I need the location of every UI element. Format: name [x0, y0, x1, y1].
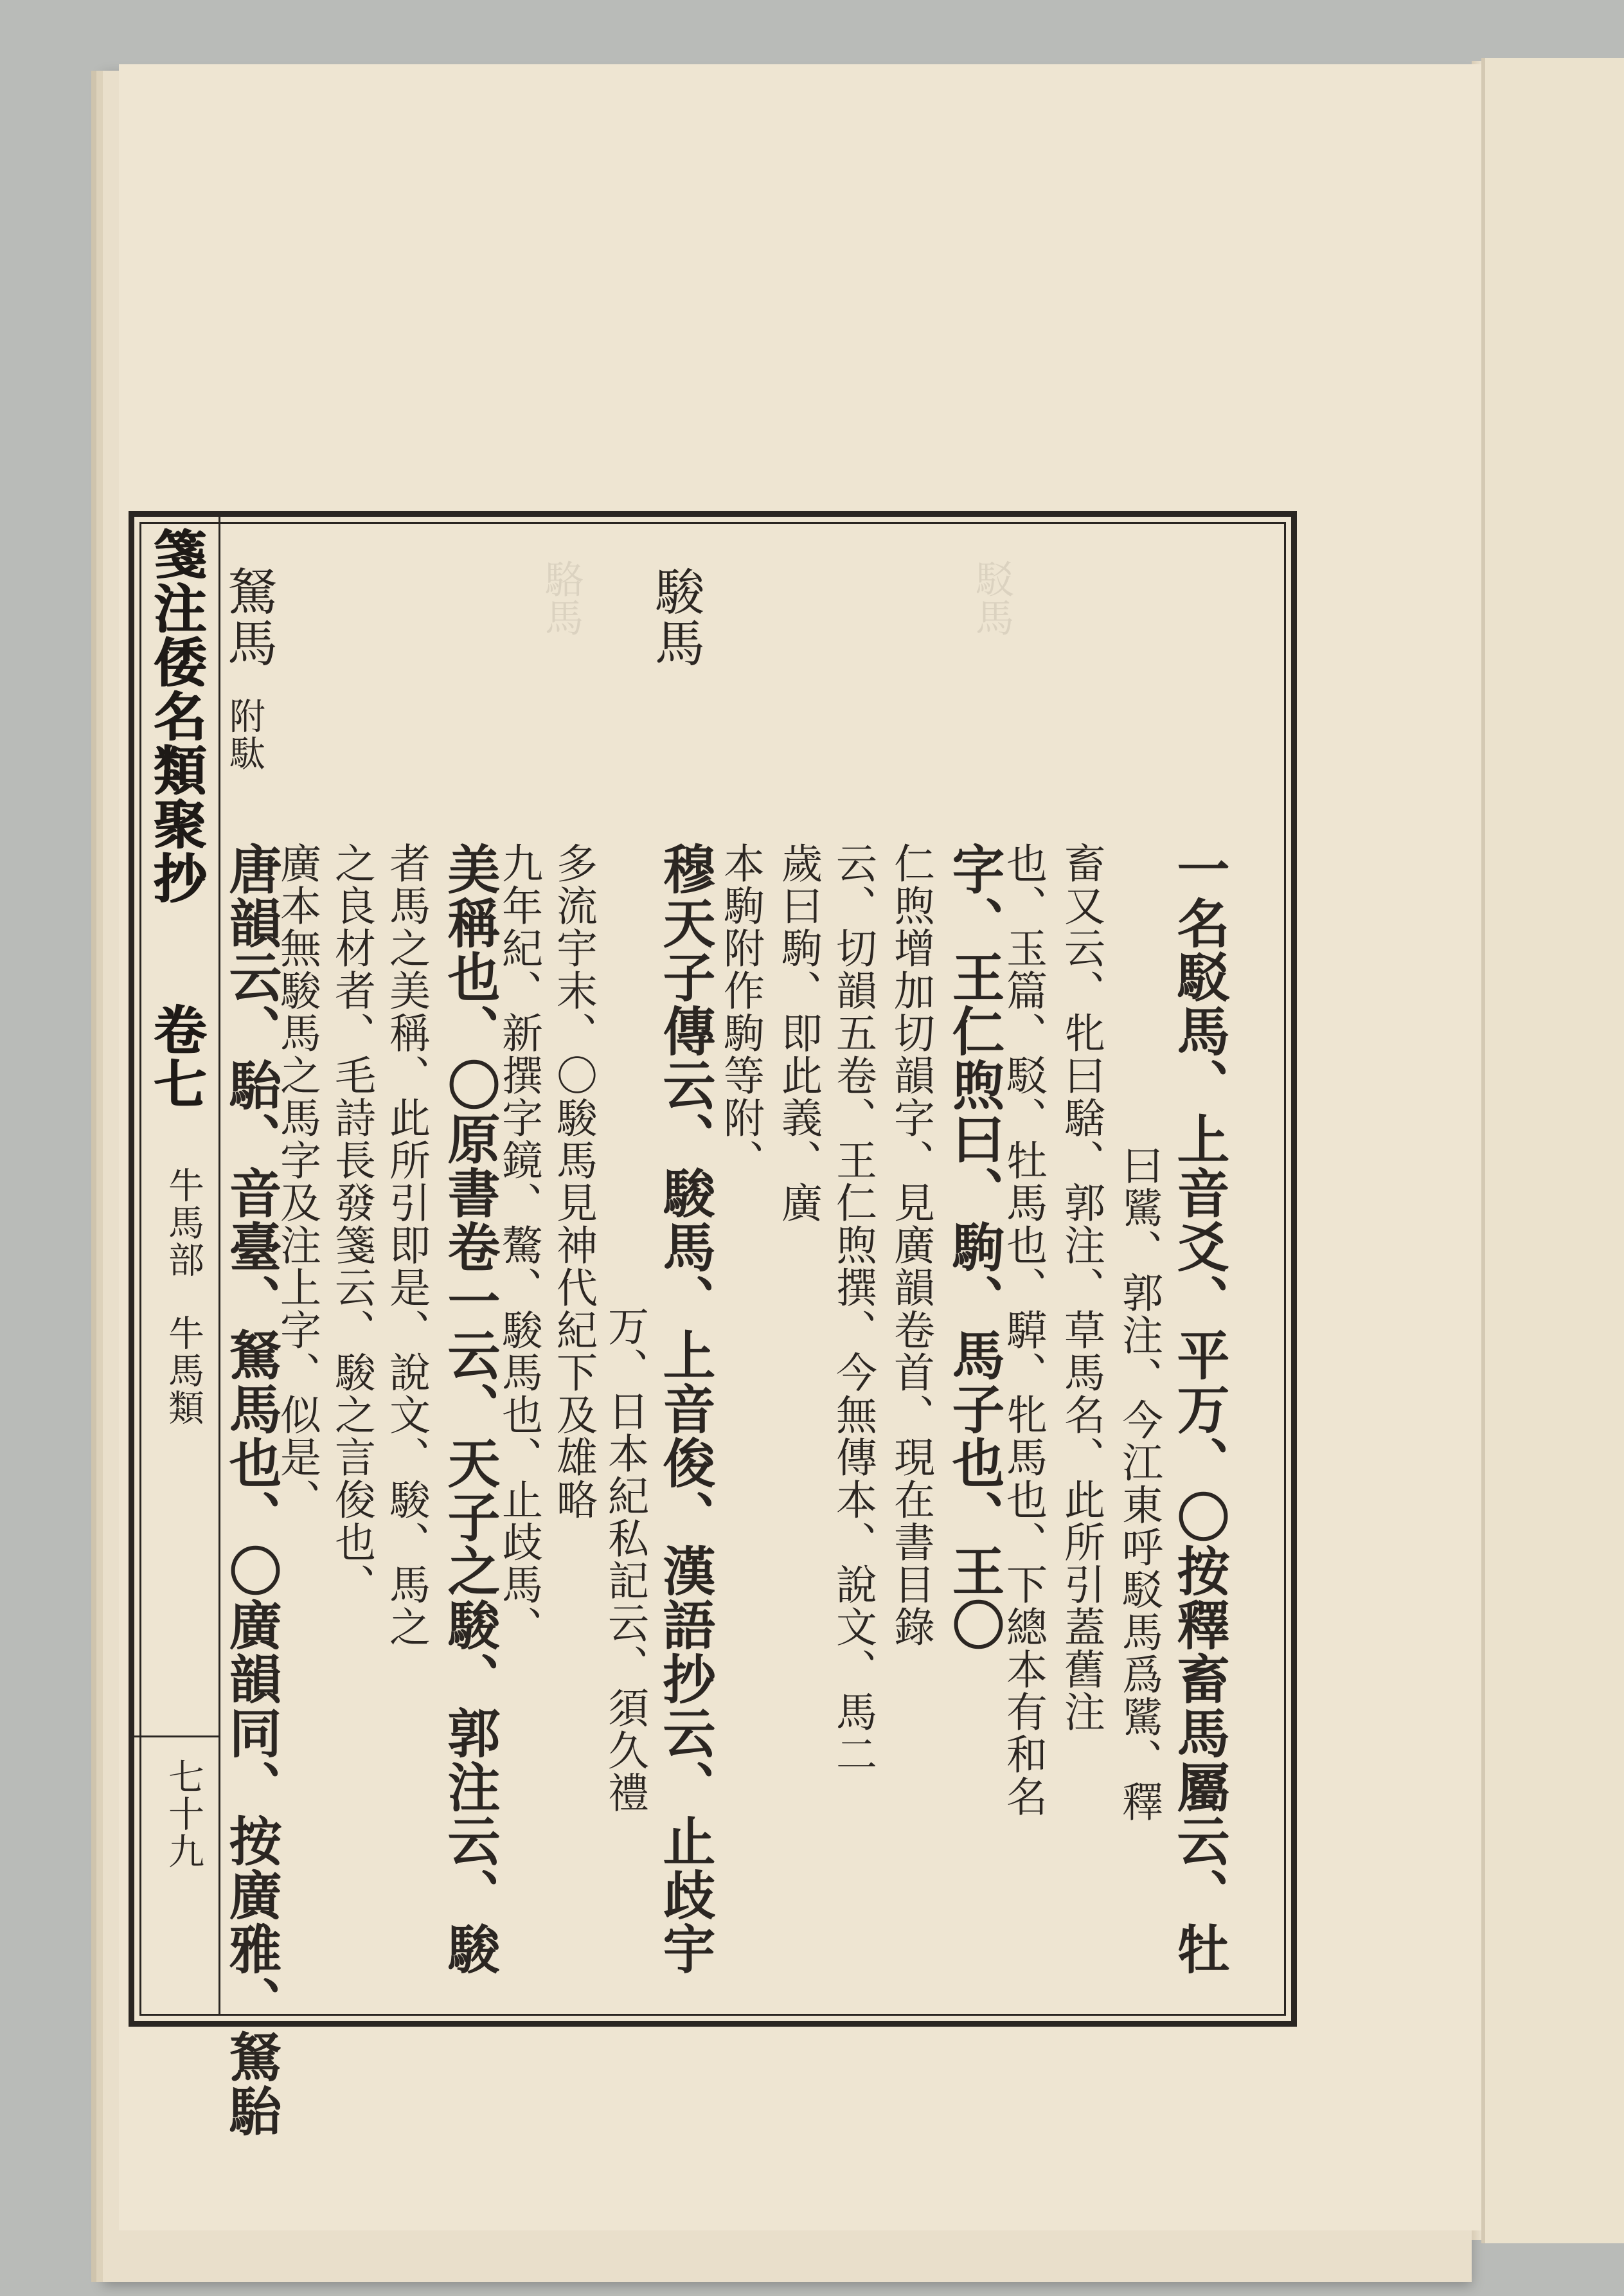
text-column: 美稱也、〇原書卷一云、天子之駿、郭注云、駿 [439, 842, 501, 1976]
text-column: 多流宇末、〇駿馬見神代紀下及雄略 [549, 842, 597, 1521]
text-column: 万、日本紀私記云、須久禮 [601, 1305, 648, 1814]
running-title: 箋注倭名類聚抄 [145, 527, 206, 905]
section-label: 牛馬部 [163, 1167, 204, 1278]
text-column: 一名駁馬、上音爻、平万、〇按釋畜馬屬云、牡 [1168, 842, 1230, 1976]
category-label: 牛馬類 [163, 1314, 204, 1426]
text-column: 歲曰駒、即此義、廣 [774, 842, 822, 1224]
text-column: 也、玉篇、駁、牡馬也、騲、牝馬也、下總本有和名 [999, 842, 1047, 1818]
text-column: 之良材者、毛詩長發箋云、駿之言俊也、 [328, 842, 375, 1606]
banner-divider [129, 1735, 219, 1737]
show-through-text: 駱馬 [539, 559, 584, 636]
show-through-text: 駁馬 [969, 559, 1014, 636]
volume-label: 卷七 [145, 1003, 206, 1111]
text-column: 曰騭、郭注、今江東呼駁馬爲騭、釋 [1115, 1144, 1163, 1823]
entry-subheading: 附駄 [224, 697, 265, 772]
text-column: 廣本無駿馬之馬字及注上字、似是、 [273, 842, 321, 1521]
text-column: 唐韻云、駘、音臺、駑馬也、〇廣韻同、按廣雅、駑駘 [220, 842, 282, 2138]
text-column: 九年紀、新撰字鏡、驁、駿馬也、止歧馬、 [495, 842, 542, 1648]
text-column: 穆天子傳云、駿馬、上音俊、漢語抄云、止歧宇 [654, 842, 716, 1976]
text-column: 畜又云、牝曰騇、郭注、草馬名、此所引蓋舊注 [1057, 842, 1105, 1733]
text-column: 者馬之美稱、此所引即是、說文、駿、馬之 [382, 842, 430, 1648]
text-column: 本駒附作駒等附、 [717, 842, 764, 1181]
text-column: 仁煦增加切韻字、見廣韻卷首、現在書目錄 [887, 842, 934, 1648]
facing-page [1481, 58, 1624, 2243]
entry-heading: 駑馬 [219, 566, 277, 668]
text-column: 云、切韻五卷、王仁煦撰、今無傳本、說文、馬二 [829, 842, 877, 1775]
text-column: 字、王仁煦曰、駒、馬子也、王〇 [943, 842, 1005, 1652]
entry-heading: 駿馬 [647, 566, 704, 668]
page-number: 七十九 [163, 1758, 204, 1870]
